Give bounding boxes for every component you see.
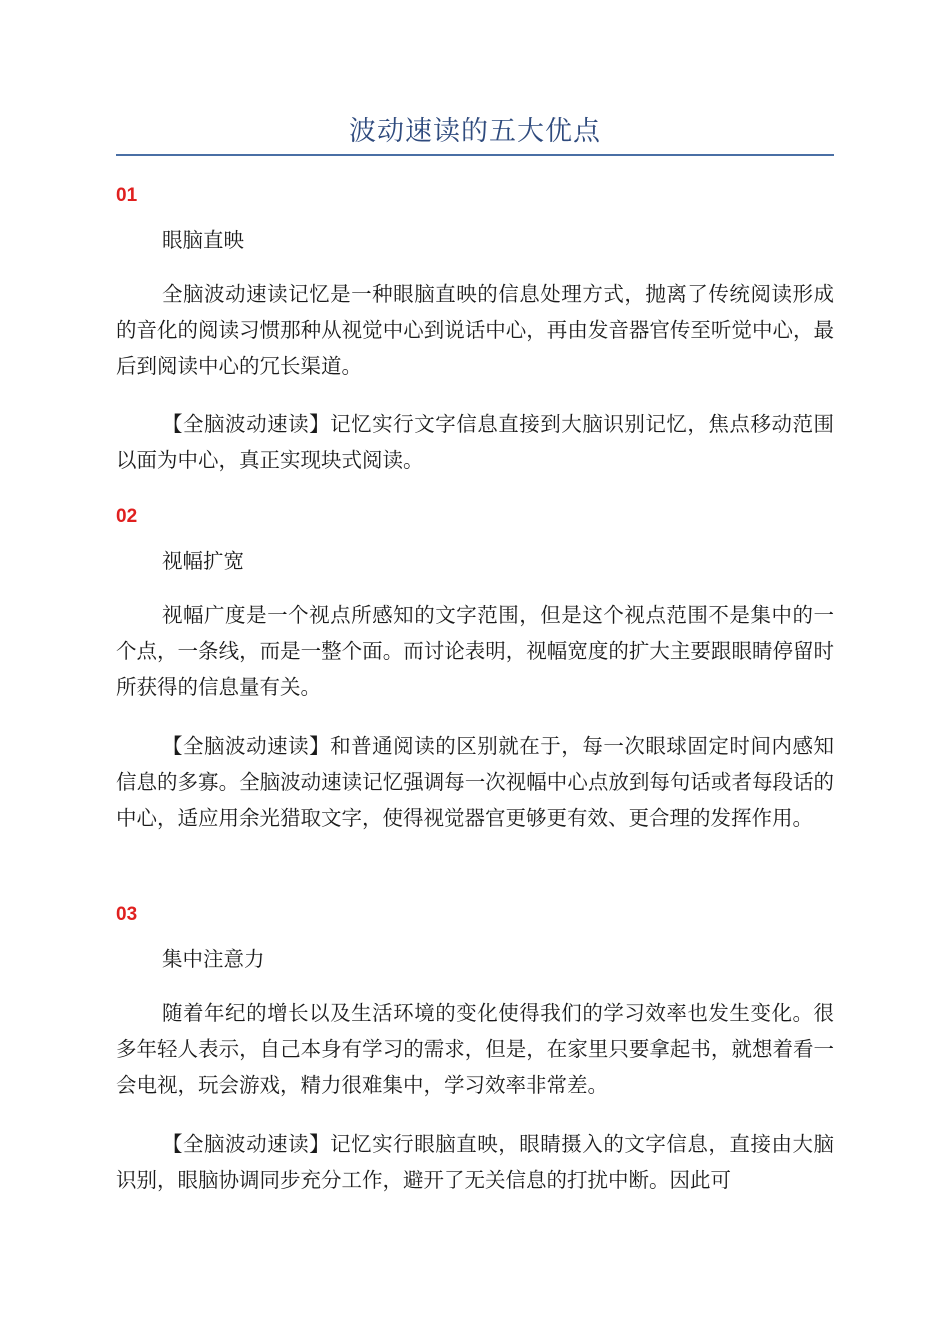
title-underline xyxy=(116,154,834,156)
section-paragraph: 【全脑波动速读】记忆实行文字信息直接到大脑识别记忆，焦点移动范围以面为中心，真正实现块式阅读。 xyxy=(116,412,834,472)
document-title: 波动速读的五大优点 xyxy=(349,116,601,147)
section-subtitle: 集中注意力 xyxy=(162,947,265,971)
section-paragraph: 【全脑波动速读】记忆实行眼脑直映，眼睛摄入的文字信息，直接由大脑识别，眼脑协调同步充分工作，避开了无关信息的打扰中断。因此可 xyxy=(116,1132,834,1192)
section-number: 02 xyxy=(116,506,138,527)
section-number: 01 xyxy=(116,185,138,206)
section-paragraph: 全脑波动速读记忆是一种眼脑直映的信息处理方式，抛离了传统阅读形成的音化的阅读习惯那种从视觉中心到说话中心，再由发音器官传至听觉中心，最后到阅读中心的冗长渠道。 xyxy=(116,282,834,378)
section-paragraph: 随着年纪的增长以及生活环境的变化使得我们的学习效率也发生变化。很多年轻人表示，自己本身有学习的需求，但是，在家里只要拿起书，就想着看一会电视，玩会游戏，精力很难集中，学习效率非常差。 xyxy=(116,1001,834,1097)
section-number: 03 xyxy=(116,904,138,925)
section-paragraph: 【全脑波动速读】和普通阅读的区别就在于，每一次眼球固定时间内感知信息的多寡。全脑波动速读记忆强调每一次视幅中心点放到每句话或者每段话的中心，适应用余光猎取文字，使得视觉器官更够更有效、更合理的发挥作用。 xyxy=(116,734,834,830)
section-paragraph: 视幅广度是一个视点所感知的文字范围，但是这个视点范围不是集中的一个点，一条线，而是一整个面。而讨论表明，视幅宽度的扩大主要跟眼睛停留时所获得的信息量有关。 xyxy=(116,603,834,699)
section-subtitle: 眼脑直映 xyxy=(162,228,244,252)
section-subtitle: 视幅扩宽 xyxy=(162,549,244,573)
